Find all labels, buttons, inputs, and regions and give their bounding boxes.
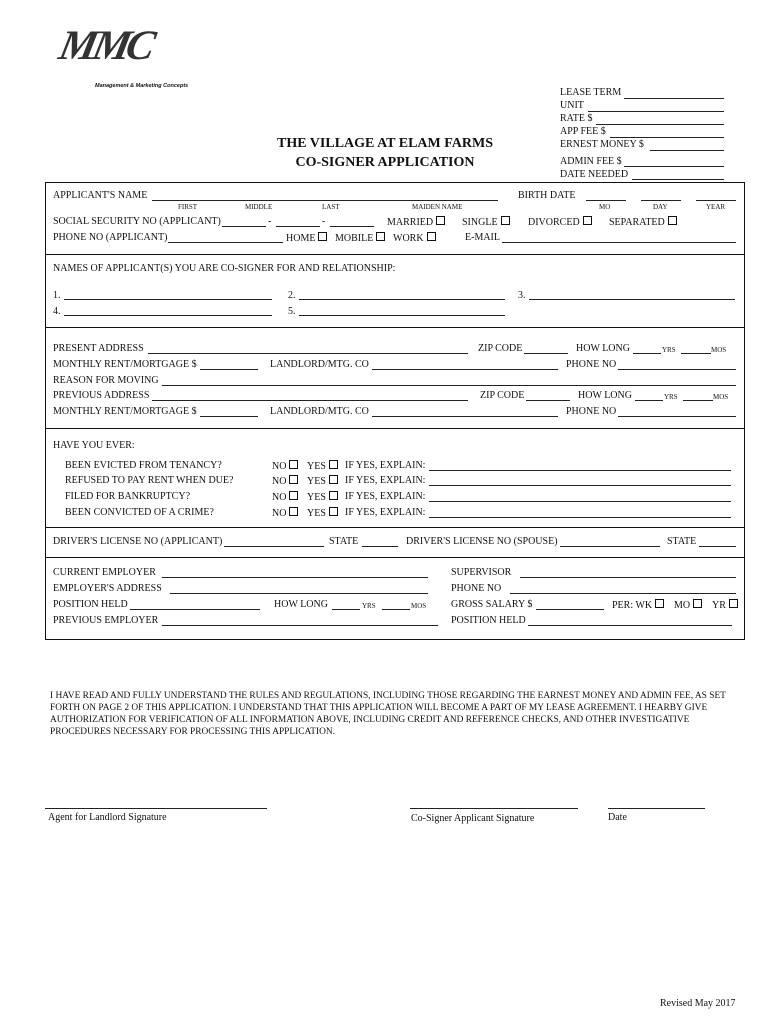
yrs-label: YRS (662, 346, 676, 354)
cosigner-signature-field[interactable] (410, 808, 578, 809)
spouse-state-label: STATE (667, 536, 697, 547)
section-divider (46, 327, 744, 328)
landlord-label: LANDLORD/MTG. CO (270, 359, 369, 370)
license-applicant-field[interactable] (224, 546, 324, 547)
explain-label: IF YES, EXPLAIN: (345, 507, 426, 518)
employment-yrs-label: YRS (362, 602, 376, 610)
bankruptcy-explain-field[interactable] (429, 501, 731, 502)
birth-date-label: BIRTH DATE (518, 190, 576, 201)
supervisor-field[interactable] (520, 577, 736, 578)
section-divider (46, 428, 744, 429)
employment-years-field[interactable] (332, 609, 360, 610)
page-subtitle: CO-SIGNER APPLICATION (295, 155, 475, 170)
cosigner-signature-label: Co-Signer Applicant Signature (411, 813, 535, 824)
question-refused-rent: REFUSED TO PAY RENT WHEN DUE? (65, 475, 234, 486)
bankruptcy-yes-option[interactable] (307, 491, 338, 503)
employer-address-field[interactable] (170, 593, 428, 594)
divorced-option[interactable] (528, 216, 592, 228)
refused-yes-option[interactable] (307, 475, 338, 487)
sub-first: FIRST (178, 203, 198, 211)
cosign-name-5-field[interactable] (299, 315, 505, 316)
ssn-dash: - (268, 216, 272, 227)
lease-term-label: LEASE TERM (560, 87, 622, 98)
admin-fee-field[interactable] (624, 166, 724, 167)
refused-explain-field[interactable] (429, 485, 731, 486)
per-month-option[interactable] (674, 599, 702, 611)
week-checkbox[interactable] (655, 599, 664, 608)
cosign-number-3: 3. (518, 290, 526, 301)
previous-employer-label: PREVIOUS EMPLOYER (53, 615, 159, 626)
license-spouse-field[interactable] (560, 546, 660, 547)
zip-label: ZIP CODE (478, 343, 523, 354)
present-address-label: PRESENT ADDRESS (53, 343, 144, 354)
admin-fee-label: ADMIN FEE $ (560, 156, 622, 167)
ssn-part3-field[interactable] (330, 226, 374, 227)
home-option[interactable] (286, 232, 327, 244)
sub-maiden-name: MAIDEN NAME (412, 203, 463, 211)
employer-phone-label: PHONE NO (451, 583, 502, 594)
married-option[interactable] (387, 216, 445, 228)
ssn-dash: - (322, 216, 326, 227)
months-field[interactable] (681, 353, 711, 354)
gross-salary-field[interactable] (536, 609, 604, 610)
sub-last: LAST (322, 203, 340, 211)
yes-label: YES (307, 476, 326, 487)
cosign-number-4: 4. (53, 306, 61, 317)
prev-position-field[interactable] (528, 625, 732, 626)
work-option[interactable] (393, 232, 436, 244)
landlord-field[interactable] (372, 369, 558, 370)
cosign-name-1-field[interactable] (64, 299, 272, 300)
prev-yrs-label: YRS (664, 393, 678, 401)
separated-option[interactable] (609, 216, 677, 228)
current-employer-label: CURRENT EMPLOYER (53, 567, 156, 578)
evicted-no-option[interactable] (272, 460, 298, 472)
current-employer-field[interactable] (162, 577, 428, 578)
app-fee-label: APP FEE $ (560, 126, 606, 137)
agent-signature-field[interactable] (45, 808, 267, 809)
single-checkbox[interactable] (501, 216, 510, 225)
license-spouse-label: DRIVER'S LICENSE NO (SPOUSE) (406, 536, 558, 547)
applicant-name-label: APPLICANT'S NAME (53, 190, 148, 201)
evicted-explain-field[interactable] (429, 470, 731, 471)
spouse-state-field[interactable] (699, 546, 736, 547)
gross-salary-label: GROSS SALARY $ (451, 599, 533, 610)
separated-label: SEPARATED (609, 217, 665, 228)
work-label: WORK (393, 233, 424, 244)
explain-label: IF YES, EXPLAIN: (345, 491, 426, 502)
convicted-no-option[interactable] (272, 507, 298, 519)
employment-mos-label: MOS (411, 602, 427, 610)
divorced-label: DIVORCED (528, 217, 580, 228)
yes-checkbox[interactable] (329, 475, 338, 484)
no-checkbox[interactable] (289, 460, 298, 469)
sub-day: DAY (653, 203, 668, 211)
employer-address-label: EMPLOYER'S ADDRESS (53, 583, 162, 594)
question-evicted: BEEN EVICTED FROM TENANCY? (65, 460, 222, 471)
license-state-label: STATE (329, 536, 359, 547)
earnest-money-field[interactable] (650, 150, 724, 151)
employer-phone-field[interactable] (510, 593, 736, 594)
no-checkbox[interactable] (289, 491, 298, 500)
birth-month-field[interactable] (586, 200, 626, 201)
unit-field[interactable] (588, 111, 724, 112)
rate-label: RATE $ (560, 113, 593, 124)
mobile-label: MOBILE (335, 233, 374, 244)
mos-label: MOS (711, 346, 727, 354)
prev-how-long-label: HOW LONG (578, 390, 632, 401)
cosign-name-2-field[interactable] (299, 299, 505, 300)
previous-employer-field[interactable] (162, 625, 438, 626)
license-state-field[interactable] (362, 546, 398, 547)
history-heading: HAVE YOU EVER: (53, 440, 135, 451)
license-applicant-label: DRIVER'S LICENSE NO (APPLICANT) (53, 536, 223, 547)
convicted-explain-field[interactable] (429, 517, 731, 518)
rate-field[interactable] (596, 124, 724, 125)
prev-landlord-field[interactable] (372, 416, 558, 417)
revision-note: Revised May 2017 (660, 998, 736, 1009)
mobile-checkbox[interactable] (376, 232, 385, 241)
divorced-checkbox[interactable] (583, 216, 592, 225)
no-label: NO (272, 508, 287, 519)
prev-zip-label: ZIP CODE (480, 390, 525, 401)
applicant-name-field[interactable] (152, 200, 498, 201)
refused-no-option[interactable] (272, 475, 298, 487)
per-year-option[interactable] (712, 599, 738, 611)
per-year-label: YR (712, 600, 726, 611)
cosign-number-2: 2. (288, 290, 296, 301)
prev-rent-field[interactable] (200, 416, 258, 417)
no-checkbox[interactable] (289, 507, 298, 516)
married-checkbox[interactable] (436, 216, 445, 225)
app-fee-field[interactable] (610, 137, 724, 138)
prev-landlord-phone-field[interactable] (618, 416, 736, 417)
earnest-money-label: ERNEST MONEY $ (560, 139, 644, 150)
work-checkbox[interactable] (427, 232, 436, 241)
ssn-label: SOCIAL SECURITY NO (APPLICANT) (53, 216, 221, 227)
no-checkbox[interactable] (289, 475, 298, 484)
yes-label: YES (307, 461, 326, 472)
per-month-label: MO (674, 600, 691, 611)
company-logo: MMC (55, 23, 156, 69)
yes-checkbox[interactable] (329, 507, 338, 516)
single-option[interactable] (462, 216, 510, 228)
sub-mo: MO (599, 203, 611, 211)
year-checkbox[interactable] (729, 599, 738, 608)
mobile-option[interactable] (335, 232, 385, 244)
yes-checkbox[interactable] (329, 460, 338, 469)
month-checkbox[interactable] (693, 599, 702, 608)
yes-label: YES (307, 492, 326, 503)
section-divider (46, 527, 744, 528)
explain-label: IF YES, EXPLAIN: (345, 475, 426, 486)
no-label: NO (272, 461, 287, 472)
prev-position-label: POSITION HELD (451, 615, 526, 626)
home-label: HOME (286, 233, 316, 244)
per-week-option[interactable] (612, 599, 664, 611)
prev-mos-label: MOS (713, 393, 729, 401)
per-week-label: PER: WK (612, 600, 653, 611)
years-field[interactable] (633, 353, 661, 354)
unit-label: UNIT (560, 100, 584, 111)
sub-middle: MIDDLE (245, 203, 273, 211)
cosign-heading: NAMES OF APPLICANT(S) YOU ARE CO-SIGNER FOR AND RELATIONSHIP: (53, 263, 396, 274)
supervisor-label: SUPERVISOR (451, 567, 512, 578)
section-divider (46, 557, 744, 558)
reason-moving-field[interactable] (162, 385, 736, 386)
prev-landlord-label: LANDLORD/MTG. CO (270, 406, 369, 417)
ssn-part2-field[interactable] (276, 226, 320, 227)
landlord-phone-label: PHONE NO (566, 359, 617, 370)
agent-signature-label: Agent for Landlord Signature (48, 812, 167, 823)
how-long-label: HOW LONG (576, 343, 630, 354)
monthly-rent-field[interactable] (200, 369, 258, 370)
bankruptcy-no-option[interactable] (272, 491, 298, 503)
date-label: Date (608, 812, 627, 823)
sub-year: YEAR (706, 203, 726, 211)
date-needed-label: DATE NEEDED (560, 169, 629, 180)
lease-term-field[interactable] (624, 98, 724, 99)
cosign-name-4-field[interactable] (64, 315, 272, 316)
date-field[interactable] (608, 808, 705, 809)
birth-year-field[interactable] (696, 200, 736, 201)
cosign-number-1: 1. (53, 290, 61, 301)
cosign-number-5: 5. (288, 306, 296, 317)
no-label: NO (272, 492, 287, 503)
explain-label: IF YES, EXPLAIN: (345, 460, 426, 471)
monthly-rent-label: MONTHLY RENT/MORTGAGE $ (53, 359, 197, 370)
home-checkbox[interactable] (318, 232, 327, 241)
employment-months-field[interactable] (382, 609, 410, 610)
prev-zip-field[interactable] (526, 400, 570, 401)
ssn-part1-field[interactable] (222, 226, 266, 227)
landlord-phone-field[interactable] (618, 369, 736, 370)
employment-how-long-label: HOW LONG (274, 599, 328, 610)
married-label: MARRIED (387, 217, 434, 228)
company-tagline: Management & Marketing Concepts (95, 83, 189, 89)
prev-landlord-phone-label: PHONE NO (566, 406, 617, 417)
single-label: SINGLE (462, 217, 498, 228)
prev-rent-label: MONTHLY RENT/MORTGAGE $ (53, 406, 197, 417)
date-needed-field[interactable] (632, 179, 724, 180)
convicted-yes-option[interactable] (307, 507, 338, 519)
prev-months-field[interactable] (683, 400, 713, 401)
birth-day-field[interactable] (641, 200, 681, 201)
yes-checkbox[interactable] (329, 491, 338, 500)
email-field[interactable] (502, 242, 736, 243)
authorization-statement: I HAVE READ AND FULLY UNDERSTAND THE RULES AND REGULATIONS, INCLUDING THOSE REGARDING THE EARNEST MONEY AND ADMIN FEE, AS SET FORTH ON PAGE 2 OF THIS APPLICATION. I UNDERSTAND THAT THIS APPLICATION WILL BECOME A PART OF MY LEASE AGREEMENT. I HEARBY GIVE AUTHORIZATION FOR VERIFICATION OF ALL INFORMATION ABOVE, INCLUDING CREDIT AND REFERENCE CHECKS, AND OTHER INVESTIGATIVE PROCEDURES NECESSARY FOR PROCESSING THIS APPLICATION. (50, 691, 726, 737)
page-title: THE VILLAGE AT ELAM FARMS (276, 136, 493, 151)
section-divider (46, 254, 744, 255)
position-held-label: POSITION HELD (53, 599, 128, 610)
question-bankruptcy: FILED FOR BANKRUPTCY? (65, 491, 191, 502)
phone-field[interactable] (168, 242, 283, 243)
no-label: NO (272, 476, 287, 487)
evicted-yes-option[interactable] (307, 460, 338, 472)
zip-field[interactable] (524, 353, 568, 354)
email-label: E-MAIL (465, 232, 500, 243)
position-held-field[interactable] (130, 609, 260, 610)
separated-checkbox[interactable] (668, 216, 677, 225)
present-address-field[interactable] (148, 353, 468, 354)
previous-address-field[interactable] (152, 400, 468, 401)
question-convicted: BEEN CONVICTED OF A CRIME? (65, 507, 214, 518)
yes-label: YES (307, 508, 326, 519)
prev-years-field[interactable] (635, 400, 663, 401)
reason-moving-label: REASON FOR MOVING (53, 375, 159, 386)
cosign-name-3-field[interactable] (529, 299, 735, 300)
previous-address-label: PREVIOUS ADDRESS (53, 390, 150, 401)
phone-label: PHONE NO (APPLICANT) (53, 232, 168, 243)
